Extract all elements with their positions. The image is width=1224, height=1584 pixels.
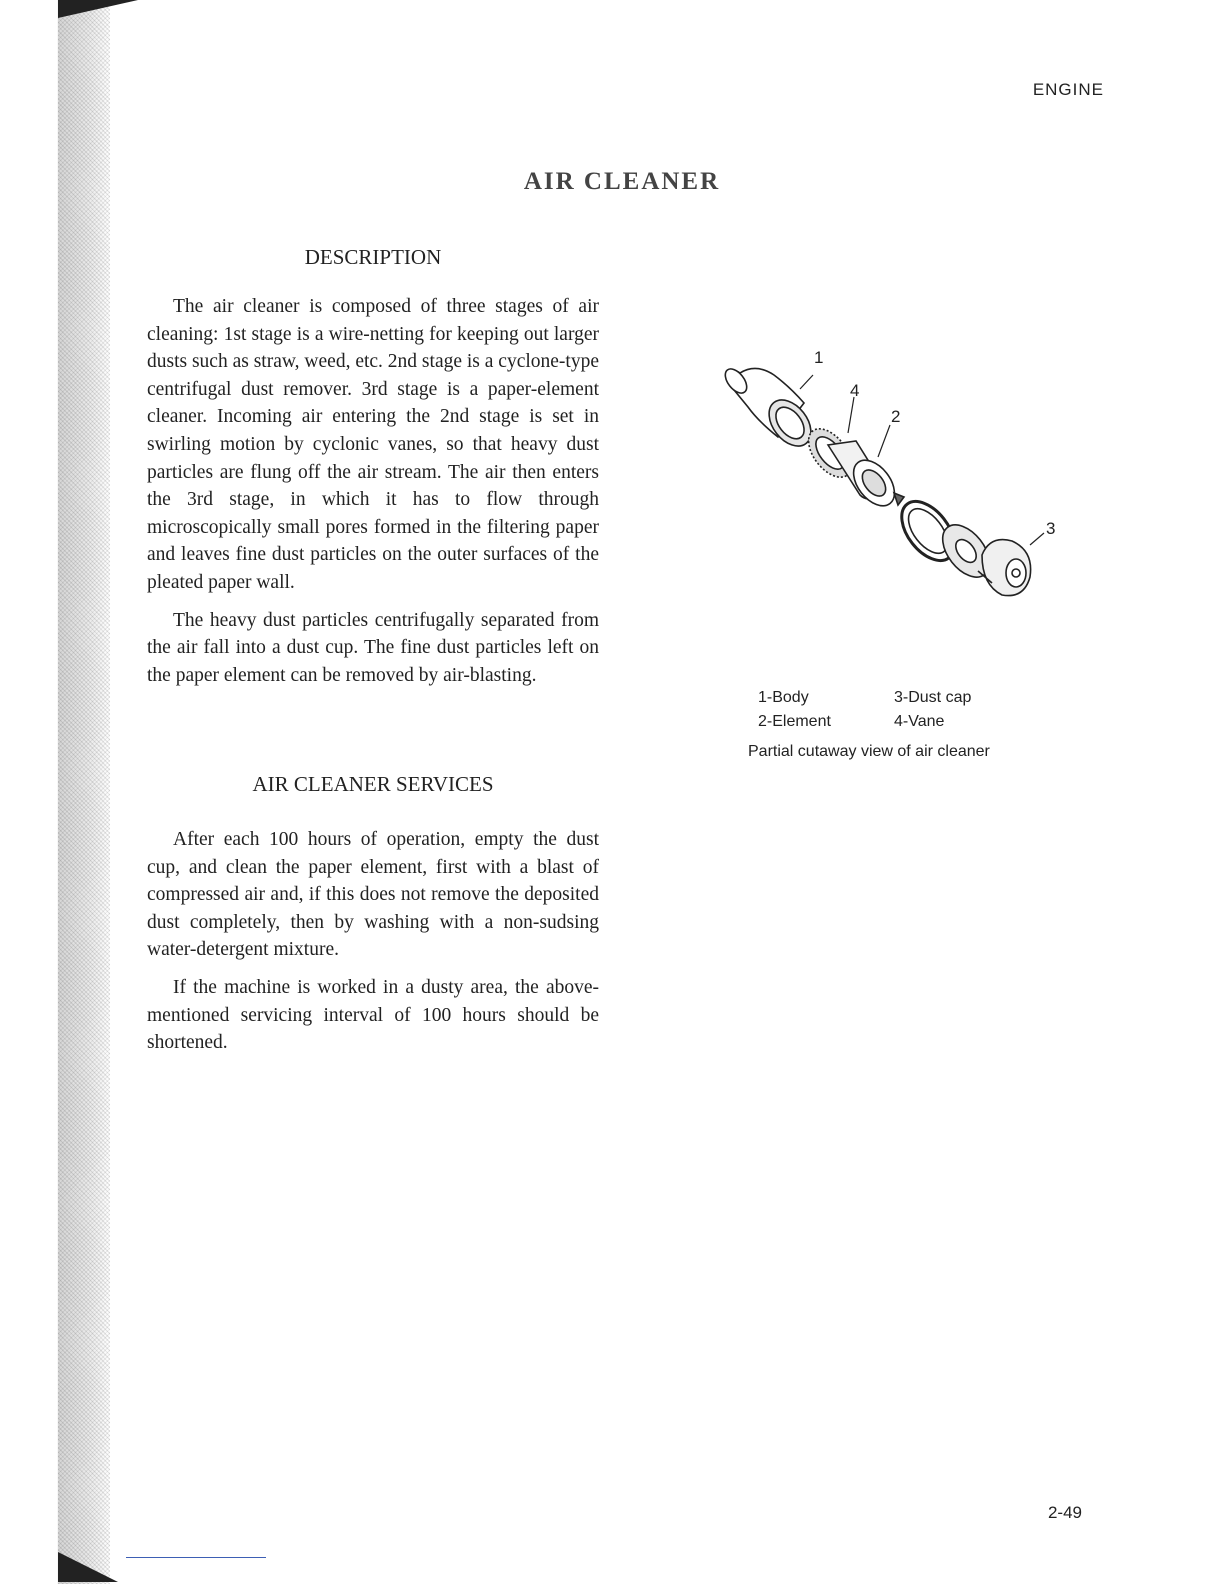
services-body bbox=[147, 826, 599, 1057]
legend-item: 1-Body bbox=[758, 689, 809, 706]
services-heading: AIR CLEANER SERVICES bbox=[252, 772, 494, 796]
description-body bbox=[147, 293, 599, 689]
element-part bbox=[828, 441, 903, 513]
binding-shadow bbox=[58, 0, 110, 1584]
scan-corner-top bbox=[58, 0, 138, 18]
air-cleaner-exploded-diagram bbox=[700, 345, 1070, 625]
figure-legend bbox=[758, 686, 971, 734]
bottom-rule bbox=[126, 1557, 266, 1558]
page-number: 2-49 bbox=[1047, 1503, 1082, 1522]
callout-label: 2 bbox=[891, 407, 901, 426]
callout-label: 1 bbox=[814, 348, 824, 367]
callout-label: 4 bbox=[850, 381, 860, 400]
dust-cap-part bbox=[978, 540, 1031, 596]
page-edge bbox=[0, 0, 60, 1584]
body-part bbox=[721, 365, 819, 454]
legend-item: 3-Dust cap bbox=[894, 689, 972, 706]
legend-item: 4-Vane bbox=[894, 713, 945, 730]
description-heading: DESCRIPTION bbox=[304, 245, 442, 269]
figure-caption: Partial cutaway view of air cleaner bbox=[748, 743, 990, 760]
description-paragraph: The air cleaner is composed of three stages of air cleaning: 1st stage is a wire-netting for keeping out larger dusts such as straw, weed, etc. 2nd stage is a cyclone-type centrifugal dust remover. 3rd stage is a paper-element cleaner. Incoming air entering the 2nd stage is set in swirling motion by cyclonic vanes, so that heavy dust particles are flung off the air stream. The air then enters the 3rd stage, in which it has to flow through microscopically small pores formed in the filtering paper and leaves fine dust particles on the outer surfaces of the pleated paper wall. bbox=[147, 296, 599, 593]
services-paragraph: If the machine is worked in a dusty area, the above-mentioned servicing interval of 100 hours should be shortened. bbox=[147, 976, 599, 1054]
page-title: AIR CLEANER bbox=[523, 168, 721, 195]
description-paragraph: The heavy dust particles centrifugally separated from the air fall into a dust cup. The fine dust particles left on the paper element can be removed by air-blasting. bbox=[147, 609, 599, 686]
callout-label: 3 bbox=[1046, 519, 1056, 538]
scan-corner-bottom bbox=[58, 1552, 118, 1582]
section-header: ENGINE bbox=[1032, 80, 1104, 99]
wing-nut bbox=[894, 493, 904, 505]
services-paragraph: After each 100 hours of operation, empty the dust cup, and clean the paper element, first with a blast of compressed air and, if this does not remove the deposited dust completely, then by washing with a non-sudsing water-detergent mixture. bbox=[147, 829, 599, 961]
legend-item: 2-Element bbox=[758, 713, 831, 730]
